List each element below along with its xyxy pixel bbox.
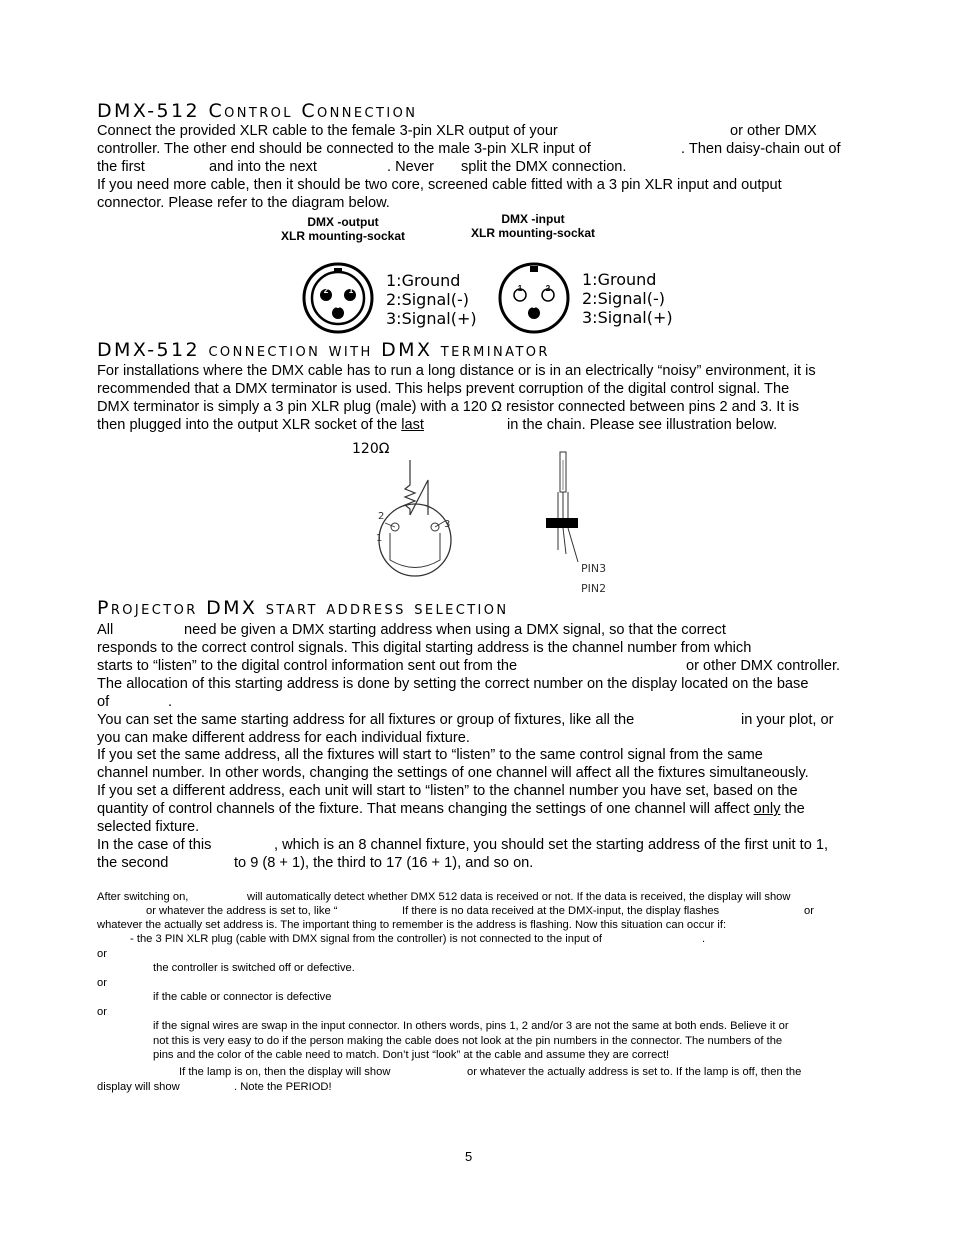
output-pin-legend (386, 271, 477, 328)
text-fragment: display will show (97, 1081, 180, 1093)
text-line: connector. Please refer to the diagram below. (97, 195, 390, 211)
note-line: if the cable or connector is defective (153, 991, 332, 1003)
text-fragment: to 9 (8 + 1), the third to 17 (16 + 1), and so on. (234, 855, 534, 871)
text-line: If you set a different address, each unit will start to “listen” to the channel number you have set, based on the (97, 783, 798, 799)
xlr-input-socket-diagram (496, 260, 576, 340)
terminator-plug-diagram (370, 455, 480, 585)
pin-legend-signal-plus: 3:Signal(+) (582, 308, 673, 327)
text-line: If you set the same address, all the fixtures will start to “listen” to the same control signal from the same (97, 747, 763, 763)
xlr-output-socket-diagram (300, 260, 380, 340)
text-fragment: All (97, 622, 114, 638)
text-fragment: . (168, 694, 173, 710)
pin3-label: PIN3 (581, 562, 607, 575)
text-line: If you need more cable, then it should be two core, screened cable fitted with a 3 pin XLR input and output (97, 177, 782, 193)
text-fragment: You can set the same starting address for all fixtures or group of fixtures, like all the (97, 712, 635, 728)
text-line (97, 657, 841, 675)
text-fragment: , which is an 8 channel fixture, you should set the starting address of the first unit to 1, (274, 837, 829, 853)
text-line (97, 836, 829, 854)
text-fragment: the (784, 801, 805, 817)
text-line (97, 416, 778, 434)
text-line (97, 711, 834, 729)
dmx-input-label (458, 212, 608, 240)
note-line: or (97, 948, 107, 960)
text-fragment: In the case of this (97, 837, 212, 853)
text-line: recommended that a DMX terminator is used. This helps prevent corruption of the digital control signal. The (97, 381, 790, 397)
text-fragment: then plugged into the output XLR socket of the (97, 417, 398, 433)
text-fragment: Connect the provided XLR cable to the female 3-pin XLR output of your (97, 123, 558, 139)
text-fragment: of (97, 694, 110, 710)
dmx-output-title: DMX -output (307, 215, 379, 229)
pin-number-3: 3 (335, 301, 341, 310)
text-line (97, 140, 841, 158)
text-fragment: . Never (387, 159, 435, 175)
text-fragment: in your plot, or (741, 712, 834, 728)
heading-start-address: Projector DMX start address selection (97, 597, 509, 619)
text-fragment: the first (97, 159, 145, 175)
underlined-word: only (753, 801, 781, 817)
note-line: whatever the actually set address is. The important thing to remember is the address is flashing. Now this situation can occur if: (97, 919, 727, 931)
underlined-word: last (401, 417, 424, 433)
pin2-label: PIN2 (581, 582, 607, 595)
note-line: or (97, 977, 107, 989)
pin-number-2: 2 (378, 511, 385, 522)
pin-number-3: 3 (444, 519, 451, 530)
text-line (97, 621, 726, 639)
text-line: channel number. In other words, changing the settings of one channel will affect all the fixtures simultaneously. (97, 765, 809, 781)
pin-number-1: 1 (376, 533, 383, 544)
note-line: the controller is switched off or defective. (153, 962, 355, 974)
text-line: selected fixture. (97, 819, 200, 835)
dmx-input-title: DMX -input (501, 212, 565, 226)
text-fragment: If the lamp is on, then the display will show (179, 1066, 391, 1078)
text-fragment: quantity of control channels of the fixture. That means changing the settings of one channel will affect (97, 801, 750, 817)
text-line: you can make different address for each individual fixture. (97, 730, 470, 746)
text-fragment: the second (97, 855, 169, 871)
page-number: 5 (465, 1149, 473, 1164)
text-line (97, 158, 627, 176)
pin-legend-signal-minus: 2:Signal(-) (386, 290, 469, 309)
text-fragment: or other DMX controller. (686, 658, 841, 674)
pin-number-3: 3 (531, 301, 537, 310)
pin-legend-signal-minus: 2:Signal(-) (582, 289, 665, 308)
pin-number-2: 2 (545, 284, 551, 293)
text-line (97, 854, 534, 872)
text-fragment: and into the next (209, 159, 317, 175)
text-fragment: will automatically detect whether DMX 512 data is received or not. If the data is received, the display will show (247, 891, 791, 903)
dmx-output-subtitle: XLR mounting-sockat (280, 229, 405, 243)
note-line (97, 1080, 332, 1095)
pin-number-2: 2 (323, 286, 329, 295)
text-line: DMX terminator is simply a 3 pin XLR plug (male) with a 120 Ω resistor connected between pins 2 and 3. It is (97, 399, 800, 415)
text-fragment: or whatever the actually address is set to. If the lamp is off, then the (467, 1066, 802, 1078)
text-fragment: After switching on, (97, 891, 189, 903)
text-line: For installations where the DMX cable has to run a long distance or is in an electrically “noisy” environment, it is (97, 363, 816, 379)
text-fragment: If there is no data received at the DMX-input, the display flashes (402, 905, 720, 917)
input-pin-legend (582, 270, 673, 327)
heading-control-connection: DMX-512 Control Connection (97, 100, 418, 122)
pin-number-1: 1 (517, 284, 523, 293)
pin-legend-ground: 1:Ground (386, 271, 461, 290)
text-fragment: - the 3 PIN XLR plug (cable with DMX signal from the controller) is not connected to the input of (130, 933, 602, 945)
text-line (97, 122, 817, 140)
note-line (97, 890, 791, 905)
text-line (97, 800, 805, 818)
note-line: or (97, 1006, 107, 1018)
text-fragment: controller. The other end should be connected to the male 3-pin XLR input of (97, 141, 591, 157)
text-fragment: . Then daisy-chain out of (681, 141, 841, 157)
text-line: responds to the correct control signals. This digital starting address is the channel number from which (97, 640, 752, 656)
text-fragment: . (702, 933, 706, 945)
text-fragment: split the DMX connection. (461, 159, 627, 175)
dmx-output-label (268, 215, 418, 243)
note-line: not this is very easy to do if the person making the cable does not look at the pin numbers in the connector. The numbers of the (153, 1035, 783, 1047)
pin-legend-ground: 1:Ground (582, 270, 657, 289)
pin-legend-signal-plus: 3:Signal(+) (386, 309, 477, 328)
text-line (97, 693, 173, 711)
note-line: pins and the color of the cable need to match. Don’t just “look” at the cable and assume they are correct! (153, 1049, 670, 1061)
dmx-input-subtitle: XLR mounting-sockat (470, 226, 595, 240)
terminator-plug-side-view (540, 450, 590, 570)
text-fragment: . Note the PERIOD! (234, 1081, 332, 1093)
heading-dmx-terminator: DMX-512 connection with DMX terminator (97, 339, 550, 361)
resistor-label: 120Ω (352, 441, 390, 457)
text-fragment: starts to “listen” to the digital control information sent out from the (97, 658, 518, 674)
pin-number-1: 1 (348, 286, 354, 295)
note-line: if the signal wires are swap in the input connector. In others words, pins 1, 2 and/or 3 are not the same at both ends. Believe it or (153, 1020, 789, 1032)
text-fragment: in the chain. Please see illustration below. (507, 417, 778, 433)
text-line: The allocation of this starting address is done by setting the correct number on the display located on the base (97, 676, 809, 692)
text-fragment: or other DMX (730, 123, 817, 139)
text-fragment: need be given a DMX starting address when using a DMX signal, so that the correct (184, 622, 726, 638)
text-fragment: or (804, 905, 814, 917)
text-fragment: or whatever the address is set to, like “ (146, 905, 338, 917)
